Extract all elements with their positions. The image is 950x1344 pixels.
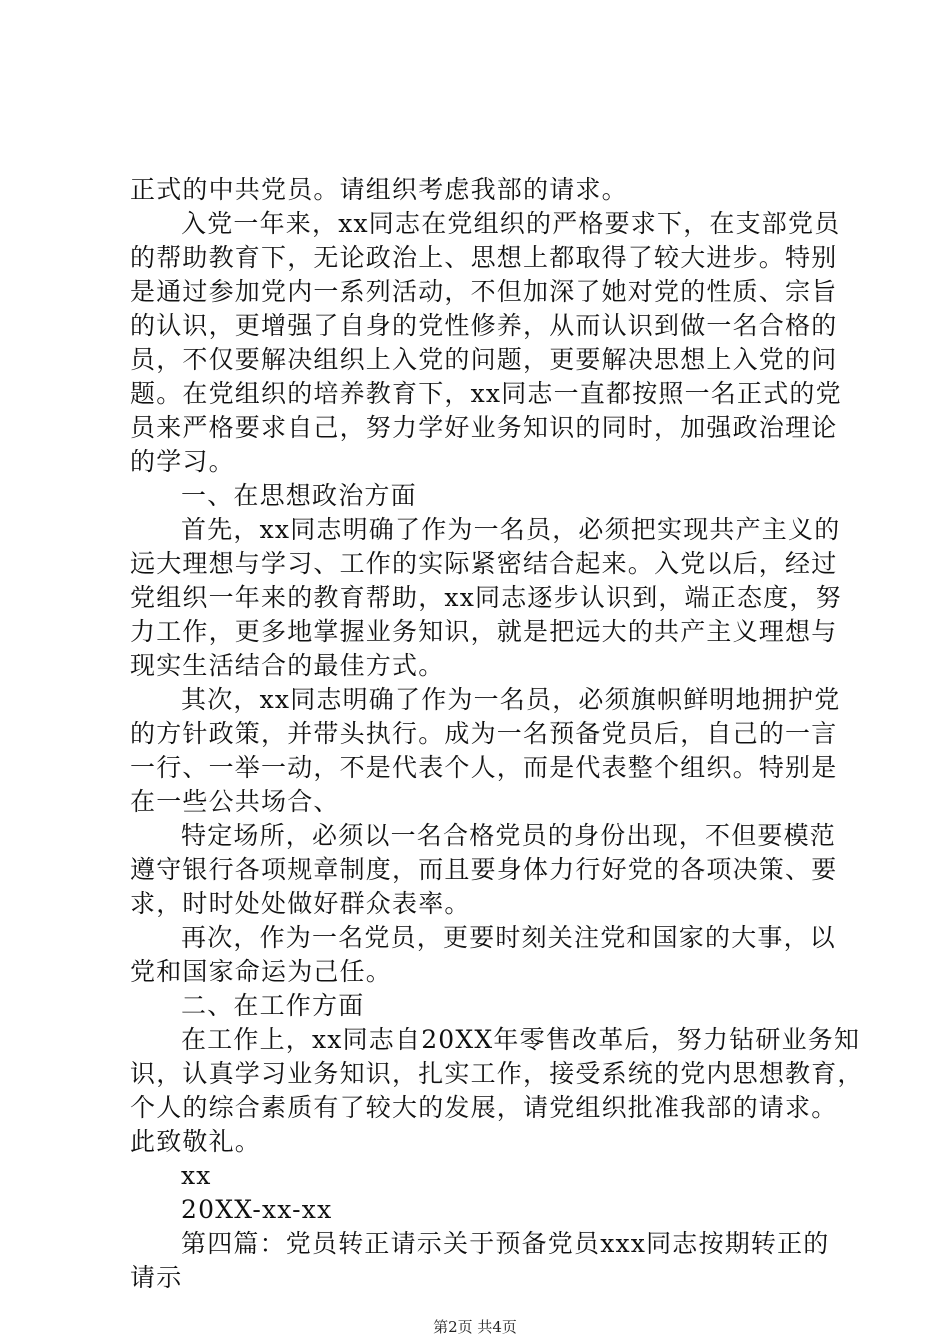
paragraph-line: 求，时时处处做好群众表率。 [130, 889, 471, 918]
paragraph-line: 员来严格要求自己，努力学好业务知识的同时，加强政治理论 [130, 413, 838, 442]
paragraph-line: 特定场所，必须以一名合格党员的身份出现，不但要模范 [181, 821, 837, 850]
paragraph-line: 入党一年来，xx同志在党组织的严格要求下，在支部党员 [181, 209, 841, 238]
paragraph-line: 一行、一举一动，不是代表个人，而是代表整个组织。特别是 [130, 753, 838, 782]
paragraph-line: 党和国家命运为己任。 [130, 957, 393, 986]
signature-date: 20XX-xx-xx [181, 1195, 333, 1224]
paragraph-line: 的方针政策，并带头执行。成为一名预备党员后，自己的一言 [130, 719, 838, 748]
paragraph-line: 的帮助教育下，无论政治上、思想上都取得了较大进步。特别 [130, 243, 838, 272]
section-heading: 二、在工作方面 [181, 991, 365, 1020]
paragraph-line: 个人的综合素质有了较大的发展，请党组织批准我部的请求。 [130, 1093, 838, 1122]
chapter-title: 第四篇：党员转正请示关于预备党员xxx同志按期转正的 [181, 1229, 830, 1258]
paragraph-line: 的认识，更增强了自身的党性修养，从而认识到做一名合格的 [130, 311, 838, 340]
paragraph-line: 力工作，更多地掌握业务知识，就是把远大的共产主义理想与 [130, 617, 838, 646]
paragraph-line: 现实生活结合的最佳方式。 [130, 651, 445, 680]
paragraph-line: 识，认真学习业务知识，扎实工作，接受系统的党内思想教育， [130, 1059, 864, 1088]
paragraph-line: 再次，作为一名党员，更要时刻关注党和国家的大事，以 [181, 923, 837, 952]
paragraph-line: 题。在党组织的培养教育下，xx同志一直都按照一名正式的党 [130, 379, 842, 408]
page-number-footer: 第2页 共4页 [433, 1318, 517, 1336]
paragraph-line: 是通过参加党内一系列活动，不但加深了她对党的性质、宗旨 [130, 277, 838, 306]
chapter-title-continued: 请示 [130, 1263, 183, 1292]
paragraph-line: 正式的中共党员。请组织考虑我部的请求。 [130, 175, 628, 204]
paragraph-line: 首先，xx同志明确了作为一名员，必须把实现共产主义的 [181, 515, 841, 544]
paragraph-line: 的学习。 [130, 447, 235, 476]
paragraph-line: 党组织一年来的教育帮助，xx同志逐步认识到，端正态度，努 [130, 583, 842, 612]
paragraph-line: 遵守银行各项规章制度，而且要身体力行好党的各项决策、要 [130, 855, 838, 884]
paragraph-line: 在工作上，xx同志自20XX年零售改革后，努力钻研业务知 [181, 1025, 861, 1054]
closing-salutation: 此致敬礼。 [130, 1127, 262, 1156]
paragraph-line: 远大理想与学习、工作的实际紧密结合起来。入党以后，经过 [130, 549, 838, 578]
paragraph-line: 员，不仅要解决组织上入党的问题，更要解决思想上入党的问 [130, 345, 838, 374]
paragraph-line: 其次，xx同志明确了作为一名员，必须旗帜鲜明地拥护党 [181, 685, 841, 714]
paragraph-line: 在一些公共场合、 [130, 787, 340, 816]
signature-name: xx [181, 1161, 212, 1190]
section-heading: 一、在思想政治方面 [181, 481, 417, 510]
